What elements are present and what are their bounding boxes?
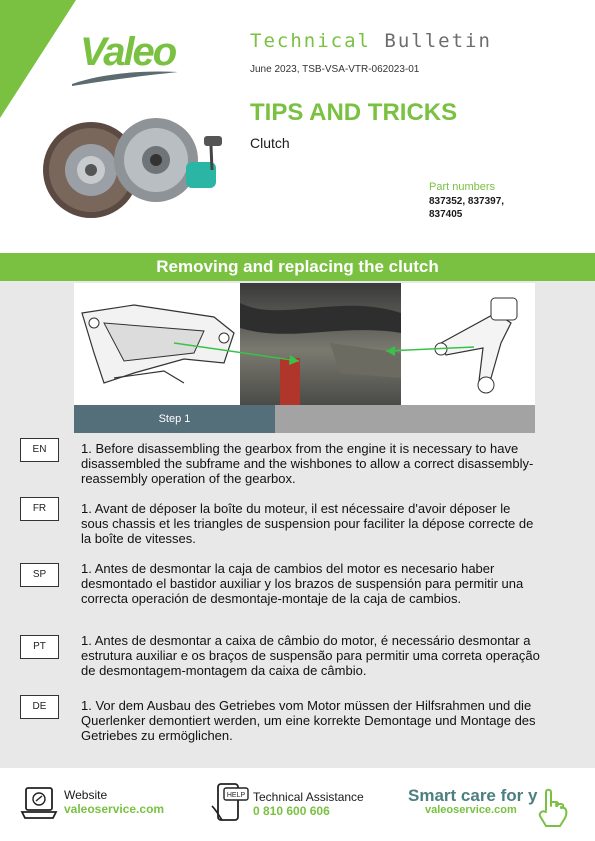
lang-badge-sp: SP [20, 563, 59, 587]
assistance-label: Technical Assistance [253, 790, 364, 804]
instruction-pt: 1. Antes de desmontar a caixa de câmbio do motor, é necessário desmontar a estrutura auxiliar e os braços de suspensão para permitir uma correta operação de desmontagem-montagem da caixa de câmbio. [81, 633, 540, 678]
lang-badge-de: DE [20, 695, 59, 719]
lang-badge-fr: FR [20, 497, 59, 521]
instruction-sp: 1. Antes de desmontar la caja de cambios del motor es necesario haber desmontado el bastidor auxiliar y los brazos de suspensión para permitir una correcta operación de desmontaje-montaje de la caja de cambios. [81, 561, 524, 606]
section-banner: Removing and replacing the clutch [0, 253, 595, 281]
logo-text: Valeo [80, 30, 176, 74]
corner-accent [0, 0, 76, 118]
subject: Clutch [250, 135, 290, 151]
logo-swoosh-icon [70, 64, 180, 88]
bulletin-date-ref: June 2023, TSB-VSA-VTR-062023-01 [250, 64, 420, 75]
smart-care-link[interactable]: valeoservice.com [425, 804, 517, 816]
lang-badge-en: EN [20, 438, 59, 462]
laptop-icon [20, 782, 58, 822]
step-progress-bar [74, 405, 535, 433]
bulletin-word-bulletin: Bulletin [384, 30, 492, 52]
smart-care-tagline: Smart care for y [408, 786, 538, 805]
website-label: Website [64, 788, 108, 802]
bulletin-title [250, 30, 492, 52]
clutch-kit-image [36, 110, 236, 230]
valeo-logo [70, 30, 190, 90]
part-numbers-label: Part numbers [429, 181, 496, 193]
website-link[interactable]: valeoservice.com [64, 802, 165, 816]
bulletin-word-technical: Technical [250, 30, 371, 52]
phone-help-icon [210, 780, 250, 824]
instruction-de: 1. Vor dem Ausbau des Getriebes vom Motor müssen der Hilfsrahmen und die Querlenker demontiert werden, um eine korrekte Demontage und Montage des Getriebes zu ermöglichen. [81, 698, 536, 743]
step-figure [74, 283, 535, 405]
step-indicator: Step 1 [74, 405, 275, 433]
lang-badge-pt: PT [20, 635, 59, 659]
help-badge-text: HELP [226, 792, 246, 799]
page-title: TIPS AND TRICKS [250, 99, 458, 126]
assistance-phone[interactable]: 0 810 600 606 [253, 804, 330, 818]
part-numbers-values: 837352, 837397, 837405 [429, 196, 505, 220]
arrow-icon [74, 283, 535, 405]
instruction-en: 1. Before disassembling the gearbox from the engine it is necessary to have disassembled the subframe and the wishbones to allow a correct disassembly-reassembly operation of the gearbox. [81, 441, 534, 486]
pointing-hand-icon [536, 788, 570, 828]
instruction-fr: 1. Avant de déposer la boîte du moteur, il est nécessaire d'avoir déposer le sous chassis et les triangles de suspension pour faciliter la dépose correcte de la boîte de vitesses. [81, 501, 534, 546]
